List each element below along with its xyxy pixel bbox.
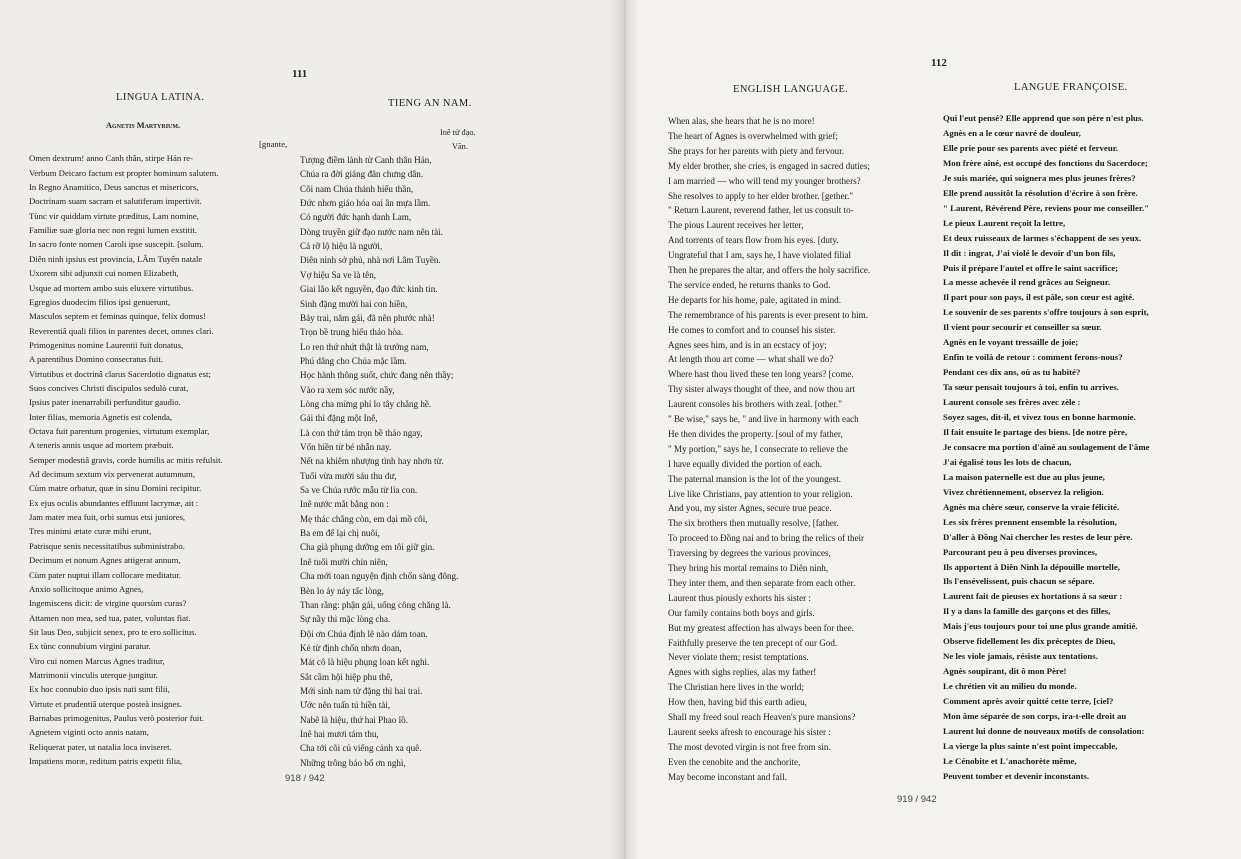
text-line: Agnes sees him, and is in an ecstacy of joy; bbox=[668, 339, 827, 350]
text-line: Reliquerat pater, ut natalia loca inviseret. bbox=[29, 741, 172, 752]
text-line: Diên ninh ipsius est provincia, LÂm Tuyến natale bbox=[29, 253, 203, 264]
text-line: Cả rỡ lộ hiệu là người, bbox=[300, 241, 383, 252]
text-line: The service ended, he returns thanks to God. bbox=[668, 279, 831, 290]
text-line: " Laurent, Révérend Père, reviens pour me conseiller." bbox=[943, 202, 1150, 213]
text-line: Đội ơn Chúa định lẽ nào dám toan. bbox=[300, 628, 428, 639]
text-line: And torrents of tears flow from his eyes. [duty. bbox=[668, 235, 839, 246]
text-line: Mẹ thác chẳng còn, em dại mồ côi, bbox=[300, 513, 428, 524]
text-line: The paternal mansion is the lot of the youngest. bbox=[668, 473, 841, 484]
text-line: Tuổi vừa mười sáu thu dư, bbox=[300, 470, 397, 481]
english-header: ENGLISH LANGUAGE. bbox=[733, 84, 849, 95]
text-line: I am married — who will tend my younger brothers? bbox=[668, 175, 861, 186]
text-line: In sacro fonte nomen Caroli ipse suscepit. [solum. bbox=[29, 239, 204, 250]
text-line: La maison paternelle est due au plus jeune, bbox=[943, 471, 1105, 482]
text-line: Giai lão kết nguyền, đạo đức kinh tin. bbox=[300, 284, 438, 295]
text-line: Traversing by degrees the various provinces, bbox=[668, 548, 831, 559]
text-line: Even the cenobite and the anchorite, bbox=[668, 756, 801, 767]
text-line: Sắt cầm hội hiệp phu thê, bbox=[300, 671, 393, 682]
text-line: Laurent console ses frères avec zèle : bbox=[943, 397, 1081, 408]
text-line: Lo ren thứ nhứt thật là trưởng nam, bbox=[300, 341, 429, 352]
text-line: Virtutibus et doctrinâ clarus Sacerdotio dignatus est; bbox=[29, 368, 211, 379]
text-line: Peuvent tomber et devenir inconstants. bbox=[943, 770, 1090, 781]
text-line: The heart of Agnes is overwhelmed with grief; bbox=[668, 130, 838, 141]
text-line: La messe achevée il rend grâces au Seigneur. bbox=[943, 277, 1111, 288]
text-line: Masculos septem et feminas quinque, felix domus! bbox=[29, 311, 206, 322]
text-line: Phú dâng cho Chúa mặc lầm. bbox=[300, 355, 407, 366]
text-line: Ne les viole jamais, résiste aux tentations. bbox=[943, 651, 1098, 662]
text-line: Familiæ suæ gloria nec non regni lumen exstitit. bbox=[29, 225, 197, 236]
text-line: Ingemiscens dicit: de virgine quorsùm curas? bbox=[29, 598, 187, 609]
text-line: When alas, she hears that he is no more! bbox=[668, 116, 815, 126]
text-line: The remembrance of his parents is ever present to him. bbox=[668, 309, 868, 320]
text-line: Comment après avoir quitté cette terre, [ciel? bbox=[943, 696, 1114, 707]
text-line: My elder brother, she cries, is engaged in sacred duties; bbox=[668, 160, 870, 171]
text-line: A teneris annis usque ad mortem præbuit. bbox=[29, 440, 174, 451]
text-line: Qui l'eut pensé? Elle apprend que son père n'est plus. bbox=[943, 113, 1144, 123]
text-line: She resolves to apply to her elder brother. [gether." bbox=[668, 190, 854, 201]
text-line: They bring his mortal remains to Diên ninh, bbox=[668, 563, 829, 573]
text-line: Je suis mariée, qui soignera mes plus jeunes frères? bbox=[943, 172, 1136, 183]
text-line: He comes to comfort and to counsel his sister. bbox=[668, 324, 836, 335]
text-line: He departs for his home, pale, agitated in mind. bbox=[668, 294, 841, 305]
text-line: Vốn hiền từ bé nhẫn nay. bbox=[300, 442, 392, 452]
text-line: Laurent fait de pieuses ex hortations à sa sœur : bbox=[943, 591, 1123, 602]
text-line: He then divides the property. [soul of my father, bbox=[668, 428, 843, 439]
text-line: J'ai égalisé tous les lots de chacun, bbox=[943, 456, 1072, 467]
text-line: Vợ hiệu Sa ve là tên, bbox=[300, 269, 377, 280]
text-line: Diên ninh sở phủ, nhà nơi Lâm Tuyền. bbox=[300, 255, 441, 266]
text-line: Agnès ma chère sœur, conserve la vraie félicité. bbox=[943, 501, 1120, 512]
text-line: Primogenitus nomine Laurentii fuit donatus, bbox=[29, 339, 184, 350]
text-line: Nết na khiêm nhượng tình hay nhơn từ. bbox=[300, 456, 444, 467]
text-line: Nabê là hiệu, thứ hai Phao lồ. bbox=[300, 714, 408, 725]
text-line: Tùnc vir quiddam virtute præditus, Lam nomine, bbox=[29, 210, 199, 221]
text-line: But my greatest affection has always been for thee. bbox=[668, 622, 854, 633]
text-line: Il dit : ingrat, J'ai violé le devoir d'un bon fils, bbox=[943, 247, 1116, 258]
text-line: Ipsius pater inenarrabili perfunditur gaudio. bbox=[29, 397, 181, 408]
text-line: Laurent consoles his brothers with zeal. [other." bbox=[668, 399, 842, 410]
text-line: Inê hai mươi tám thu, bbox=[300, 729, 379, 739]
text-line: May become inconstant and fall. bbox=[668, 771, 787, 782]
text-line: Inê nước mắt bằng non : bbox=[300, 499, 389, 510]
text-line: Agnès soupirant, dit ô mon Père! bbox=[943, 666, 1067, 677]
text-line: Le souvenir de ses parents s'offre toujours à son esprit, bbox=[943, 307, 1149, 318]
text-line: Mais j'eus toujours pour toi une plus grande amitié. bbox=[943, 621, 1138, 632]
text-line: Soyez sages, dit-il, et vivez tous en bonne harmonie. bbox=[943, 412, 1136, 422]
text-line: Our family contains both boys and girls. bbox=[668, 607, 815, 618]
text-line: Impatiens moræ, reditum patris expetit filia, bbox=[29, 756, 183, 767]
text-line: Il y a dans la famille des garçons et des filles, bbox=[943, 606, 1111, 617]
text-line: Sa ve Chúa rước mẫu từ lìa con. bbox=[300, 485, 418, 496]
text-line: Enfin te voilà de retour : comment ferons-nous? bbox=[943, 352, 1123, 363]
vietnamese-subtitle-line2: Vãn. bbox=[452, 142, 468, 151]
text-line: How then, having bid this earth adieu, bbox=[668, 697, 807, 708]
text-line: [gnante, bbox=[259, 139, 288, 149]
text-line: " My portion," says he, I consecrate to relieve the bbox=[668, 443, 848, 454]
text-line: Cha già phụng dưỡng em tôi giữ gìn. bbox=[300, 542, 435, 553]
text-line: Vivez chrétiennement, observez la religion. bbox=[943, 486, 1104, 497]
text-line: Je consacre ma portion d'aîné au soulagement de l'âme bbox=[943, 441, 1150, 452]
text-line: Inê tuổi mười chín niên, bbox=[300, 556, 388, 567]
page-footer: 919 / 942 bbox=[897, 794, 937, 805]
text-line: Ex hoc connubio duo ipsis nati sunt filii, bbox=[29, 684, 170, 695]
text-line: Tres minimi ætate curæ mihi erunt, bbox=[29, 526, 152, 537]
vietnamese-header: TIENG AN NAM. bbox=[388, 98, 472, 109]
text-line: Agnes with sighs replies, alas my father! bbox=[668, 667, 817, 678]
text-line: Vào ra xem sóc nước nầy, bbox=[300, 384, 395, 395]
text-line: Cõi nam Chúa thánh hiếu thần, bbox=[300, 183, 414, 194]
text-line: Có người đức hạnh danh Lam, bbox=[300, 212, 412, 223]
text-line: Gái thì đặng một Inê, bbox=[300, 413, 378, 424]
text-line: Suos concives Christi discipulos sedulò curat, bbox=[29, 382, 189, 393]
page-footer: 918 / 942 bbox=[285, 773, 325, 784]
text-line: Bèn lo áy náy tấc lòng, bbox=[300, 585, 384, 596]
text-line: Uxorem sibi adjunxit cui nomen Elizabeth, bbox=[29, 268, 179, 279]
text-line: In Regno Anamitico, Deus sanctus et misericors, bbox=[29, 182, 199, 193]
book-gutter bbox=[610, 0, 640, 859]
text-line: Than rằng: phận gái, uổng công chăng là. bbox=[300, 599, 451, 610]
text-line: Cha mới toan nguyện định chốn sàng đông. bbox=[300, 571, 459, 582]
text-line: The most devoted virgin is not free from sin. bbox=[668, 741, 831, 752]
text-line: Agnès en a le cœur navré de douleur, bbox=[943, 127, 1081, 138]
text-line: They inter them, and then separate from each other. bbox=[668, 577, 856, 588]
text-line: Trọn bề trung hiếu thảo hòa. bbox=[300, 327, 404, 338]
text-line: Doctrinam suam sacram et salutiferam impertivit. bbox=[29, 196, 202, 207]
text-line: Ước nên tuấn tú hiền tài, bbox=[300, 700, 391, 711]
text-line: Ils apportent à Diên Ninh la dépouille mortelle, bbox=[943, 561, 1120, 572]
text-line: Where hast thou lived these ten long years? [come. bbox=[668, 369, 854, 380]
text-line: Live like Christians, pay attention to your religion. bbox=[668, 488, 853, 499]
text-line: And you, my sister Agnes, secure true peace. bbox=[668, 503, 832, 514]
text-line: Reverentiâ quali filios in parentes decet, omnes clari. bbox=[29, 325, 214, 336]
text-line: Il fait ensuite le partage des biens. [de notre père, bbox=[943, 426, 1128, 437]
text-line: Et deux ruisseaux de larmes s'échappent de ses yeux. bbox=[943, 232, 1142, 243]
text-line: Omen dextrum! anno Canh thân, stirpe Hán re- bbox=[29, 153, 194, 164]
text-line: Il part pour son pays, il est pâle, son cœur est agité. bbox=[943, 292, 1135, 303]
text-line: Là con thứ tám trọn bề thảo ngay, bbox=[300, 427, 423, 438]
text-line: Parcourant peu à peu diverses provinces, bbox=[943, 546, 1098, 557]
text-line: Ungrateful that I am, says he, I have violated filial bbox=[668, 250, 852, 261]
text-line: Barnabas primogenitus, Paulus verò posterior fuit. bbox=[29, 713, 204, 723]
text-line: Mới sinh nam tử đặng thì hai trai. bbox=[300, 685, 423, 696]
text-line: Cùm pater nuptui illam collocare meditatur. bbox=[29, 569, 181, 580]
text-line: Mon frère aîné, est occupé des fonctions du Sacerdoce; bbox=[943, 157, 1148, 168]
french-header: LANGUE FRANÇOISE. bbox=[1014, 82, 1128, 93]
text-line: Octava fuit parentum progenies, virtutum exemplar, bbox=[29, 426, 210, 436]
text-line: The six brothers then mutually resolve, [father. bbox=[668, 518, 839, 529]
text-line: Patrisque senis necessitatibus subministrabo. bbox=[29, 540, 185, 551]
text-line: Inter filias, memoria Agnetis est colenda, bbox=[29, 411, 173, 422]
text-line: Viro cui nomen Marcus Agnes traditur, bbox=[29, 655, 165, 666]
text-line: Chúa ra đời giáng đãn chưng dân. bbox=[300, 169, 424, 180]
text-line: Ta sœur pensait toujours à toi, enfin tu arrives. bbox=[943, 382, 1119, 393]
text-line: Cha tới cõi củ viếng cảnh xa quê. bbox=[300, 743, 422, 754]
text-line: Cùm matre orbatur, quæ in sinu Domini recipitur. bbox=[29, 483, 202, 494]
text-line: Tượng điềm lành từ Canh thân Hán, bbox=[300, 155, 432, 165]
text-line: I have equally divided the portion of each. bbox=[668, 458, 823, 469]
text-line: Mon âme séparée de son corps, ira-t-elle droit au bbox=[943, 711, 1127, 721]
text-line: Le Cénobite et L'anachorète même, bbox=[943, 755, 1077, 766]
text-line: Laurent seeks afresh to encourage his sister : bbox=[668, 726, 831, 737]
text-line: Verbum Deicaro factum est propter hominum salutem. bbox=[29, 167, 219, 178]
latin-header: LINGUA LATINA. bbox=[116, 92, 205, 103]
text-line: At length thou art come — what shall we do? bbox=[668, 354, 834, 365]
text-line: Ils l'ensévelissent, puis chacun se sépare. bbox=[943, 576, 1095, 587]
text-line: Puis il prépare l'autel et offre le saint sacrifice; bbox=[943, 262, 1119, 273]
text-line: Học hành thông suốt, chức đang nên thầy; bbox=[300, 370, 454, 381]
text-line: Sinh đặng mười hai con hiền, bbox=[300, 298, 408, 309]
text-line: Pendant ces dix ans, où as tu habité? bbox=[943, 367, 1081, 378]
text-line: Bảy trai, năm gái, đã nên phước nhà! bbox=[300, 312, 435, 323]
text-line: Kẻ từ định chốn nhơn doan, bbox=[300, 642, 402, 653]
latin-subtitle: Agnetis Martyrium. bbox=[106, 121, 181, 130]
text-line: Agnès en le voyant tressaille de joie; bbox=[943, 337, 1079, 348]
text-line: The Christian here lives in the world; bbox=[668, 682, 804, 693]
text-line: Le pieux Laurent reçoit la lettre, bbox=[943, 217, 1066, 228]
text-line: Ex ejus oculis abundantes effluunt lacrymæ, ait : bbox=[29, 497, 199, 508]
text-line: Những trông báo bổ ơn nghì, bbox=[300, 757, 406, 768]
text-line: Lòng cha mừng phỉ lo tây chẳng hề. bbox=[300, 398, 432, 409]
text-line: Sit laus Deo, subjicit senex, pro te ero sollicitus. bbox=[29, 626, 197, 637]
text-line: The pious Laurent receives her letter, bbox=[668, 220, 804, 231]
text-line: Ad decimum sextum vix pervenerat autumnum, bbox=[29, 469, 195, 480]
text-line: Attamen non mea, sed tua, pater, voluntas fiat. bbox=[29, 612, 191, 623]
text-line: Ex tùnc connubium virgini paratur. bbox=[29, 641, 151, 652]
text-line: Thy sister always thought of thee, and now thou art bbox=[668, 384, 855, 395]
text-line: A parentibus Domino consecratus fuit. bbox=[29, 354, 163, 365]
text-line: Dòng truyền giữ đạo nước nam nên tài. bbox=[300, 226, 443, 237]
text-line: Jam mater mea fuit, orbi sumus etsi juniores, bbox=[29, 512, 186, 523]
vietnamese-subtitle: Inê tử đạo. bbox=[440, 128, 476, 137]
text-line: Mát cô là hiệu phụng loan kết nghì. bbox=[300, 657, 430, 668]
page-number: 112 bbox=[931, 57, 947, 69]
text-line: Egregios duodecim filios ipsi genuerunt, bbox=[29, 296, 171, 307]
text-line: Le chrétien vit au milieu du monde. bbox=[943, 681, 1077, 692]
text-line: Decimum et nonum Agnes attigerat annum, bbox=[29, 555, 181, 566]
text-line: Laurent lui donne de nouveaux motifs de consolation: bbox=[943, 725, 1145, 736]
text-line: To proceed to Đồng nai and to bring the relics of their bbox=[668, 533, 865, 544]
text-line: D'aller à Đồng Nai chercher les restes de leur père. bbox=[943, 531, 1133, 542]
text-line: Les six frères prennent ensemble la résolution, bbox=[943, 516, 1117, 527]
text-line: La vierge la plus sainte n'est point impeccable, bbox=[943, 740, 1118, 751]
text-line: Anxio sollicitoque animo Agnes, bbox=[29, 583, 144, 594]
text-line: Faithfully preserve the ten precept of our God. bbox=[668, 637, 838, 648]
text-line: " Return Laurent, reverend father, let us consult to- bbox=[668, 205, 854, 216]
text-line: Matrimonii vinculis uterque jungitur. bbox=[29, 669, 158, 680]
text-line: Elle prend aussitôt la résolution d'écrire à son frère. bbox=[943, 187, 1138, 198]
text-line: Sự nầy thì mặc lòng cha. bbox=[300, 614, 391, 625]
text-line: Never violate them; resist temptations. bbox=[668, 652, 809, 663]
text-line: Ba em để lại chị nuôi, bbox=[300, 528, 380, 539]
page-number: 111 bbox=[292, 68, 308, 80]
text-line: Đức nhơn giáo hóa oai ân mựa lầm. bbox=[300, 198, 431, 209]
text-line: Then he prepares the altar, and offers the holy sacrifice. bbox=[668, 265, 871, 275]
text-line: Virtute et prudentiâ uterque posteà insignes. bbox=[29, 698, 182, 709]
text-line: She prays for her parents with piety and fervour. bbox=[668, 145, 845, 156]
text-line: Elle prie pour ses parents avec piété et ferveur. bbox=[943, 142, 1119, 153]
text-line: Usque ad mortem ambo suis eluxere virtutibus. bbox=[29, 282, 194, 293]
text-line: Observe fidellement les dix préceptes de Dieu, bbox=[943, 636, 1116, 647]
text-line: Agnetem viginti octo annis natam, bbox=[29, 727, 149, 738]
text-line: Laurent thus piously exhorts his sister : bbox=[668, 592, 811, 603]
text-line: Shall my freed soul reach Heaven's pure mansions? bbox=[668, 712, 856, 722]
right-page bbox=[625, 0, 1241, 859]
text-line: Il vient pour secourir et conseiller sa sœur. bbox=[943, 322, 1102, 333]
text-line: Semper modestiâ gravis, corde humilis ac mitis refulsit. bbox=[29, 454, 223, 465]
text-line: " Be wise," says he, " and live in harmony with each bbox=[668, 414, 859, 424]
